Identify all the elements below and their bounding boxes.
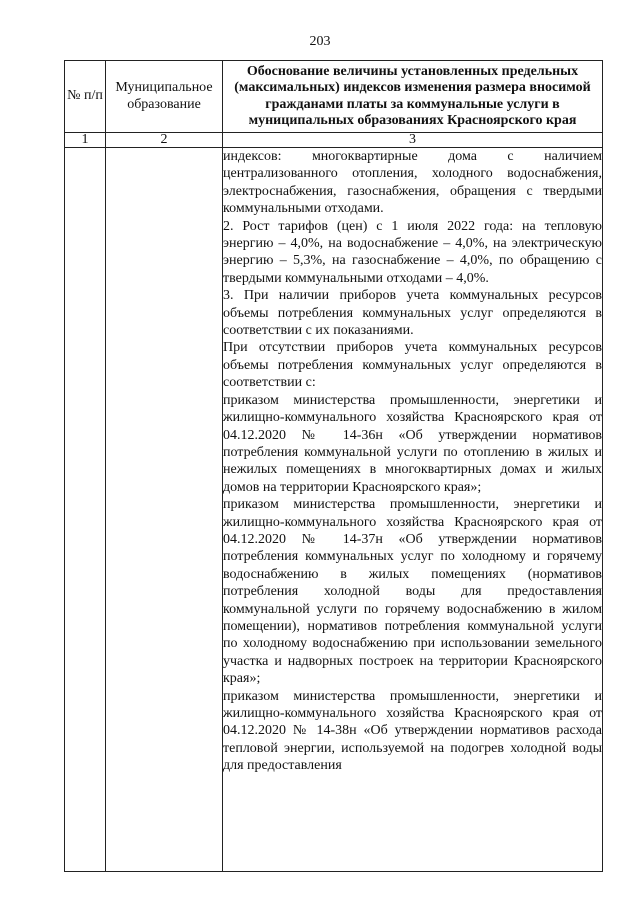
- table-header-row: [65, 61, 603, 133]
- column-number-3: 3: [223, 133, 603, 148]
- paragraph-metering-devices: 3. При наличии приборов учета коммунальных ресурсов объемы потребления коммунальных услуг определяются в соответствии с их показаниями.: [223, 288, 602, 339]
- paragraph-order-14-36n: приказом министерства промышленности, энергетики и жилищно-коммунального хозяйства Красноярского края от 04.12.2020 № 14-36н «Об утверждении нормативов потребления коммунальной услуги по отоплению в жилых и нежилых помещениях в многоквартирных домах и жилых домов на территории Красноярского края»;: [223, 392, 602, 495]
- header-justification: Обоснование величины установленных предельных (максимальных) индексов изменения размера вносимой гражданами платы за коммунальные услуги в муниципальных образованиях Красноярского края: [223, 61, 603, 133]
- row-municipality-cell: [106, 148, 223, 872]
- row-justification-cell: [223, 148, 603, 872]
- paragraph-order-14-38n: приказом министерства промышленности, энергетики и жилищно-коммунального хозяйства Красноярского края от 04.12.2020 № 14-38н «Об утверждении нормативов расхода тепловой энергии, используемой на подогрев холодной воды для предоставления: [223, 688, 602, 774]
- column-number-1: 1: [65, 133, 106, 148]
- column-number-row: [65, 133, 603, 148]
- paragraph-no-metering: При отсутствии приборов учета коммунальных ресурсов объемы потребления коммунальных услуг определяются в соответствии с:: [223, 340, 602, 391]
- justification-table: [64, 60, 603, 872]
- page-number: 203: [309, 34, 331, 49]
- header-number: № п/п: [65, 61, 106, 133]
- column-number-2: 2: [106, 133, 223, 148]
- row-number-cell: [65, 148, 106, 872]
- header-municipality: Муниципальное образование: [106, 61, 223, 133]
- paragraph-indices-continuation: индексов: многоквартирные дома с наличием централизованного отопления, холодного водоснабжения, электроснабжения, газоснабжения, обращения с твердыми коммунальными отходами.: [223, 149, 602, 217]
- paragraph-order-14-37n: приказом министерства промышленности, энергетики и жилищно-коммунального хозяйства Красноярского края от 04.12.2020 № 14-37н «Об утверждении нормативов потребления коммунальных услуг по холодному и горячему водоснабжению в жилых помещениях (нормативов потребления холодной воды для предоставления коммунальной услуги по горячему водоснабжению в жилом помещении), нормативов потребления коммунальной услуги по холодному водоснабжению при использовании земельного участка и надворных построек на территории Красноярского края»;: [223, 497, 602, 687]
- paragraph-tariff-growth: 2. Рост тарифов (цен) с 1 июля 2022 года: на тепловую энергию – 4,0%, на водоснабжение – 4,0%, на электрическую энергию – 5,3%, на газоснабжение – 4,0%, по обращению с твердыми коммунальными отходами – 4,0%.: [223, 218, 602, 286]
- table-row: [65, 148, 603, 872]
